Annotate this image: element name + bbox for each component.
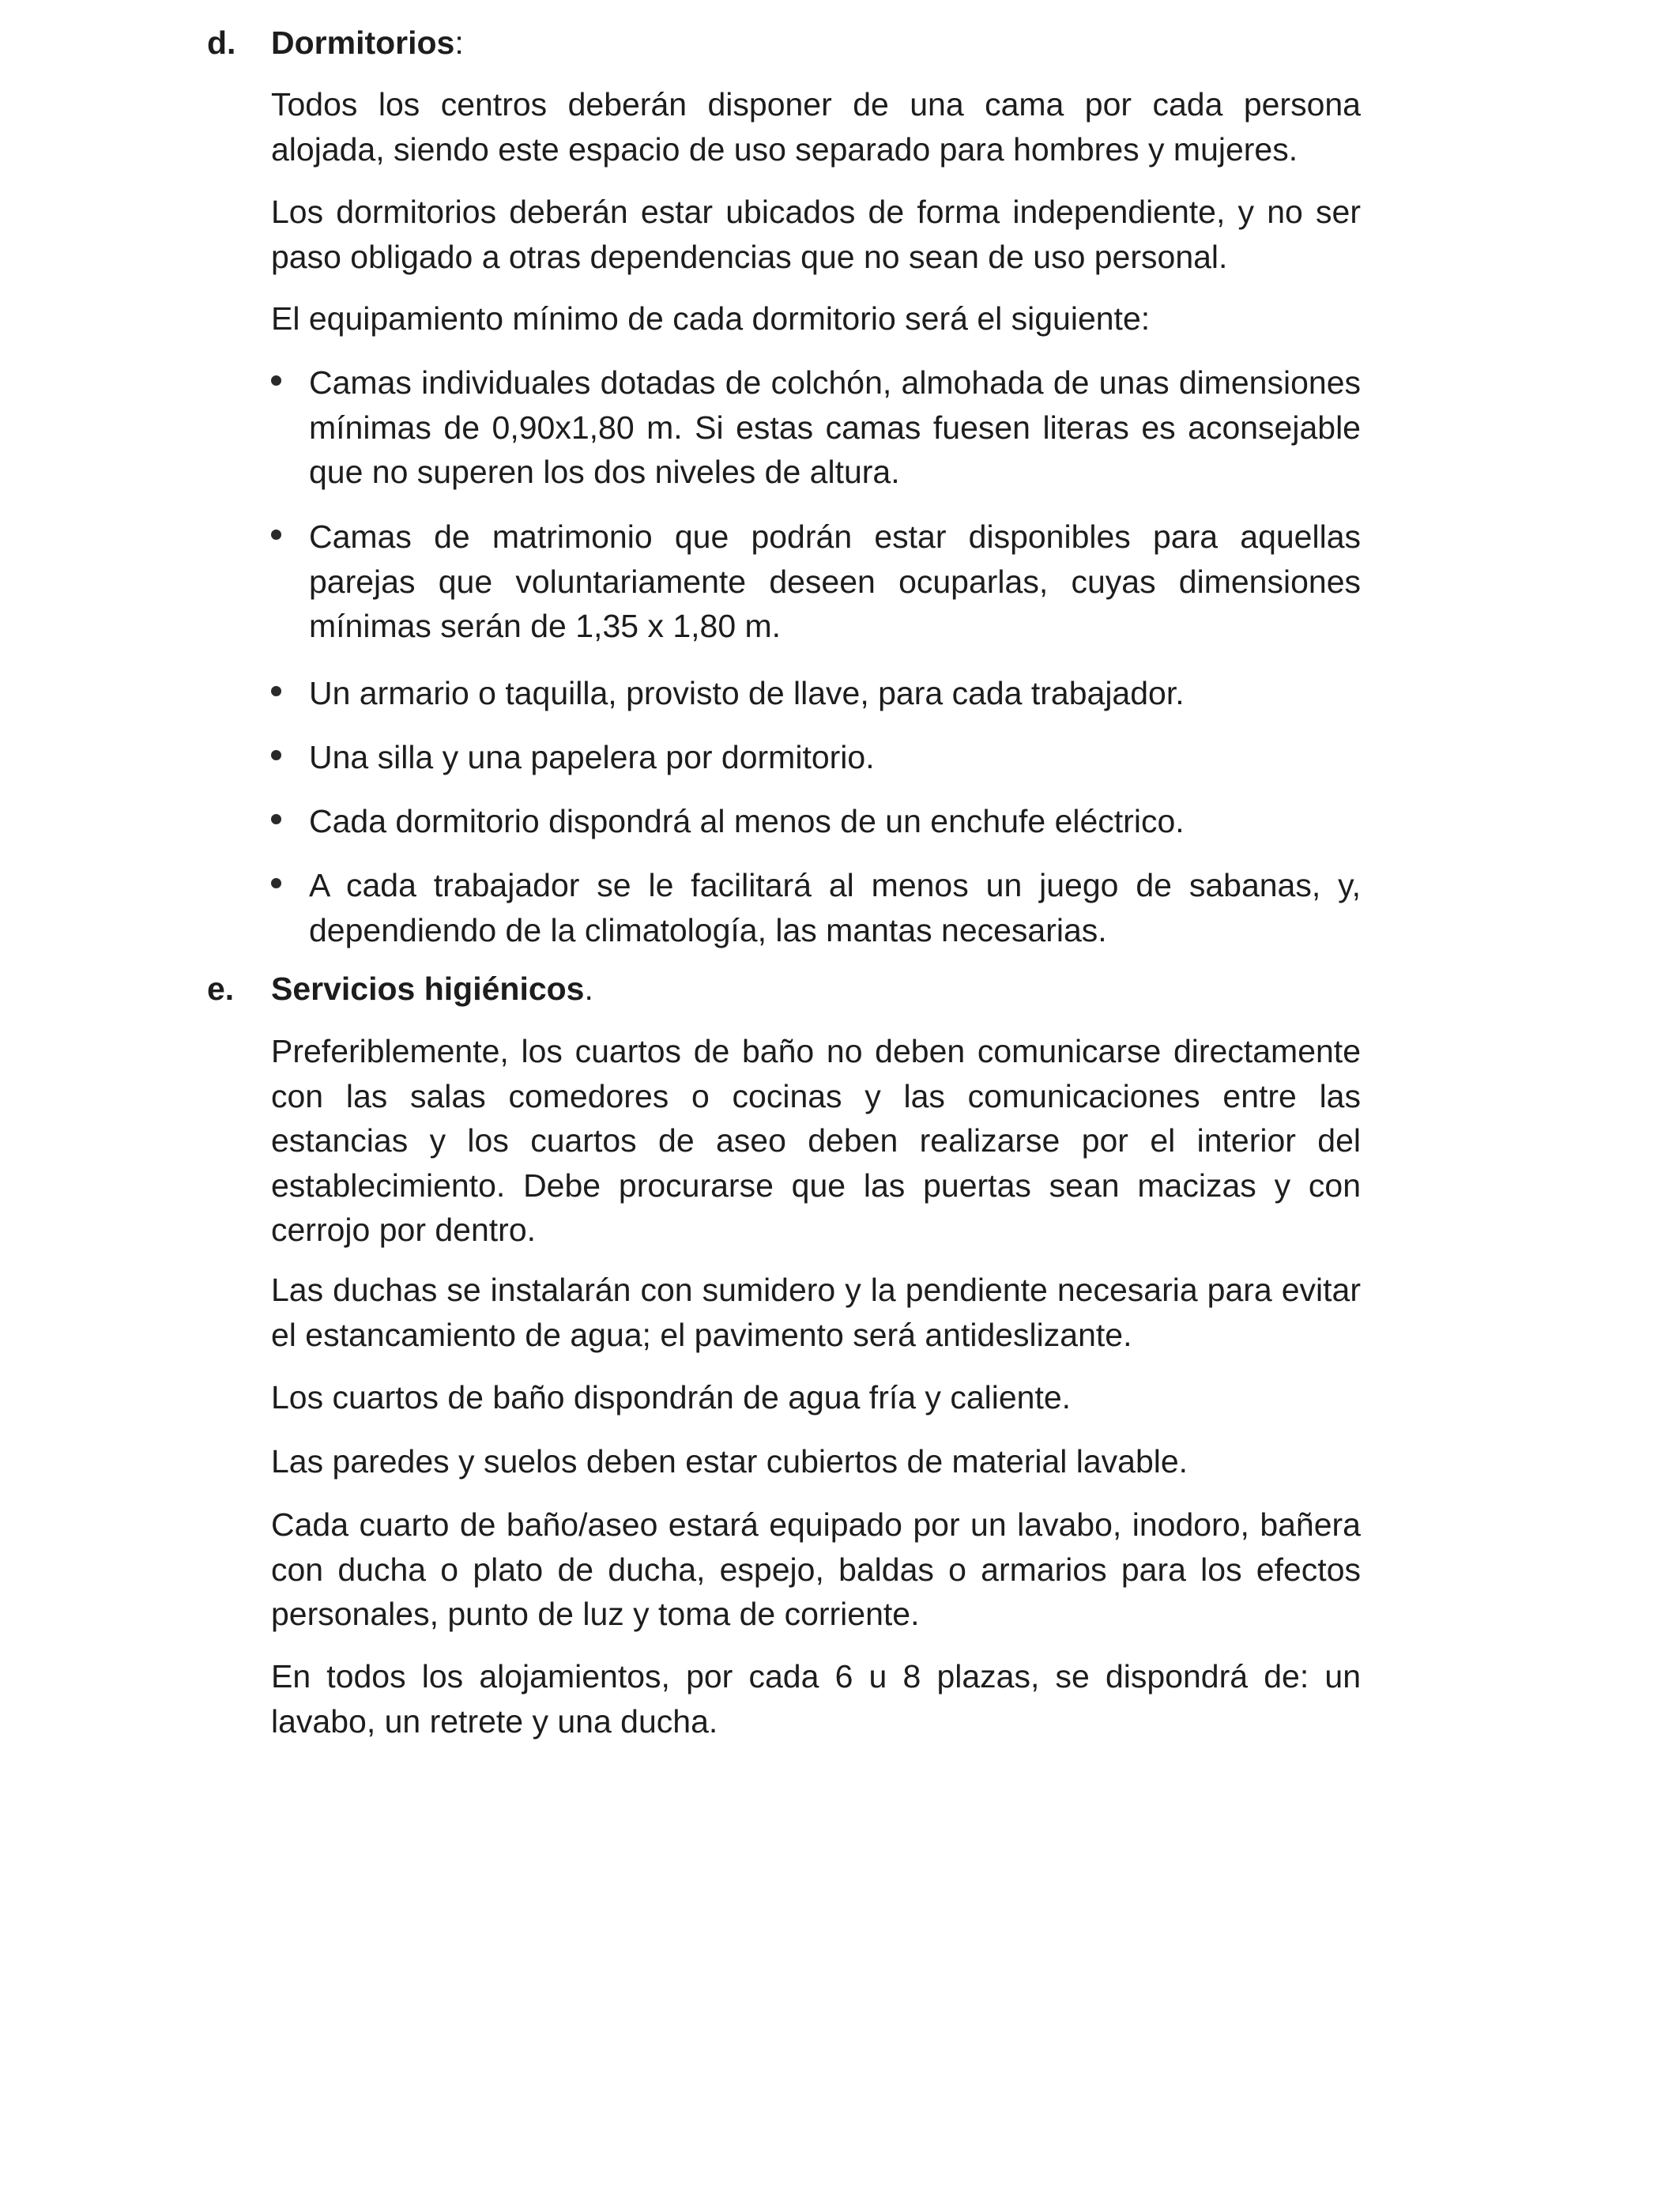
section-e-paragraph: En todos los alojamientos, por cada 6 u 8 plazas, se dispondrá de: un lavabo, un retrete y una ducha. xyxy=(271,1658,1361,1740)
section-e-title-wrap xyxy=(271,968,593,1009)
section-d-paragraph: Los dormitorios deberán estar ubicados de forma independiente, y no ser paso obligado a otras dependencias que no sean de uso personal. xyxy=(271,194,1361,275)
section-d-letter: d. xyxy=(207,25,236,61)
bullet-icon xyxy=(271,750,281,760)
list-item-text: Una silla y una papelera por dormitorio. xyxy=(309,739,875,775)
section-e-paragraph: Cada cuarto de baño/aseo estará equipado por un lavabo, inodoro, bañera con ducha o plato de ducha, espejo, baldas o armarios para los efectos personales, punto de luz y toma de corriente. xyxy=(271,1506,1361,1632)
bullet-icon xyxy=(271,375,281,386)
list-item-text: Camas de matrimonio que podrán estar disponibles para aquellas parejas que voluntariamente deseen ocuparlas, cuyas dimensiones mínimas serán de 1,35 x 1,80 m. xyxy=(309,518,1361,644)
bullet-icon xyxy=(271,814,281,824)
list-item-text: Camas individuales dotadas de colchón, almohada de unas dimensiones mínimas de 0,90x1,80 m. Si estas camas fuesen literas es aconsejable que no superen los dos niveles de altura. xyxy=(309,364,1361,490)
section-e-letter: e. xyxy=(207,971,235,1007)
section-e-title-suffix: . xyxy=(584,971,593,1007)
section-d-title-wrap xyxy=(271,22,464,63)
list-item-text: A cada trabajador se le facilitará al menos un juego de sabanas, y, dependiendo de la climatología, las mantas necesarias. xyxy=(309,867,1361,948)
section-d-title: Dormitorios xyxy=(271,25,455,61)
bullet-icon xyxy=(271,686,281,696)
section-e-paragraph: Preferiblemente, los cuartos de baño no deben comunicarse directamente con las salas comedores o cocinas y las comunicaciones entre las estancias y los cuartos de aseo deben realizarse por el interior del establecimiento. Debe procurarse que las puertas sean macizas y con cerrojo por dentro. xyxy=(271,1033,1361,1248)
list-item-text: Un armario o taquilla, provisto de llave, para cada trabajador. xyxy=(309,675,1185,711)
list-item-text: Cada dormitorio dispondrá al menos de un enchufe eléctrico. xyxy=(309,803,1185,839)
section-d-paragraph: El equipamiento mínimo de cada dormitorio será el siguiente: xyxy=(271,300,1151,337)
section-e-title: Servicios higiénicos xyxy=(271,971,585,1007)
bullet-icon xyxy=(271,530,281,540)
bullet-icon xyxy=(271,878,281,888)
section-e-paragraph: Los cuartos de baño dispondrán de agua fría y caliente. xyxy=(271,1379,1072,1416)
section-d-title-suffix: : xyxy=(454,25,464,61)
section-e-paragraph: Las paredes y suelos deben estar cubiertos de material lavable. xyxy=(271,1443,1188,1480)
section-d-paragraph: Todos los centros deberán disponer de una cama por cada persona alojada, siendo este espacio de uso separado para hombres y mujeres. xyxy=(271,86,1361,168)
section-e-paragraph: Las duchas se instalarán con sumidero y la pendiente necesaria para evitar el estancamiento de agua; el pavimento será antideslizante. xyxy=(271,1272,1361,1353)
